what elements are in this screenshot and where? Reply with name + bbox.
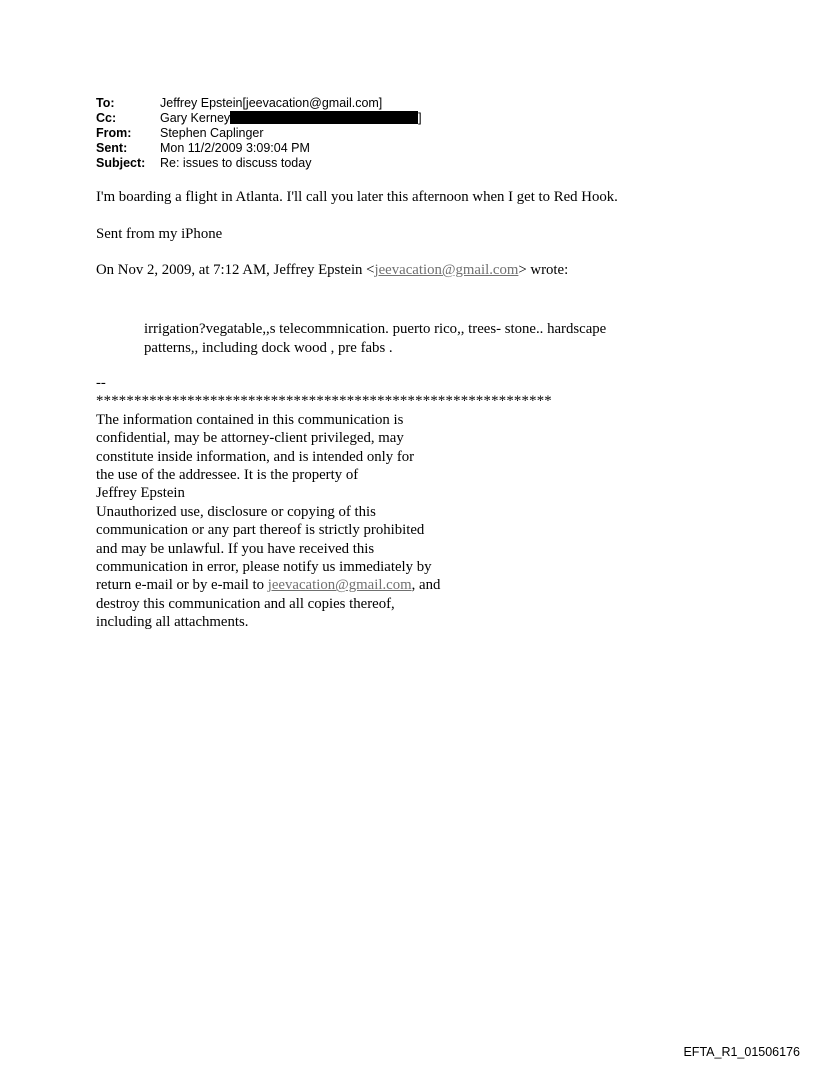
- disclaimer-line: communication or any part thereof is strictly prohibited: [96, 522, 425, 539]
- quoted-line: patterns,, including dock wood , pre fabs .: [144, 340, 393, 356]
- cc-label: Cc:: [96, 111, 117, 125]
- to-row: [96, 96, 422, 111]
- subject-row: [96, 156, 422, 171]
- from-label: From:: [96, 126, 132, 140]
- disclaimer-line: constitute inside information, and is intended only for: [96, 448, 415, 465]
- from-row: [96, 126, 422, 141]
- email-line-prefix: return e-mail or by e-mail to: [96, 577, 268, 594]
- cc-row: [96, 111, 422, 126]
- cc-value: Gary Kerney: [160, 111, 231, 125]
- quoted-message: [144, 320, 606, 358]
- quoted-line: irrigation?vegatable,,s telecommnication. puerto rico,, trees- stone.. hardscape: [144, 321, 607, 337]
- disclaimer-email-link[interactable]: jeevacation@gmail.com: [267, 577, 412, 594]
- to-label: To:: [96, 96, 115, 110]
- disclaimer-line: the use of the addressee. It is the property of: [96, 467, 359, 484]
- sent-row: [96, 141, 422, 156]
- quote-intro-prefix: On Nov 2, 2009, at 7:12 AM, Jeffrey Epstein <: [96, 262, 375, 278]
- disclaimer-line: The information contained in this communication is: [96, 411, 404, 428]
- subject-value: Re: issues to discuss today: [160, 156, 312, 170]
- email-line-suffix: , and: [411, 577, 441, 594]
- quote-intro: [96, 262, 568, 279]
- disclaimer-line: communication in error, please notify us immediately by: [96, 559, 432, 576]
- body-line-1: I'm boarding a flight in Atlanta. I'll call you later this afternoon when I get to Red Hook.: [96, 189, 618, 205]
- separator-stars: ************************************************************: [96, 393, 552, 410]
- document-id: EFTA_R1_01506176: [683, 1045, 800, 1059]
- disclaimer: [96, 374, 552, 632]
- disclaimer-email-line: [96, 576, 552, 594]
- disclaimer-line: Unauthorized use, disclosure or copying of this: [96, 503, 376, 520]
- disclaimer-line: Jeffrey Epstein: [96, 485, 185, 502]
- sent-value: Mon 11/2/2009 3:09:04 PM: [160, 141, 310, 155]
- email-header: [96, 96, 422, 171]
- from-value: Stephen Caplinger: [160, 126, 264, 140]
- disclaimer-line: confidential, may be attorney-client privileged, may: [96, 430, 404, 447]
- quote-intro-email-link[interactable]: jeevacation@gmail.com: [374, 262, 519, 278]
- cc-close-bracket: ]: [418, 111, 422, 125]
- disclaimer-line: and may be unlawful. If you have received this: [96, 540, 375, 557]
- sent-label: Sent:: [96, 141, 128, 155]
- signature: Sent from my iPhone: [96, 226, 223, 242]
- disclaimer-line: destroy this communication and all copies thereof,: [96, 595, 395, 612]
- separator-dashes: --: [96, 375, 106, 391]
- redaction-bar: [230, 111, 418, 124]
- subject-label: Subject:: [96, 156, 146, 170]
- to-value: Jeffrey Epstein[jeevacation@gmail.com]: [160, 96, 383, 110]
- disclaimer-line: including all attachments.: [96, 614, 249, 631]
- quote-intro-suffix: > wrote:: [518, 262, 569, 278]
